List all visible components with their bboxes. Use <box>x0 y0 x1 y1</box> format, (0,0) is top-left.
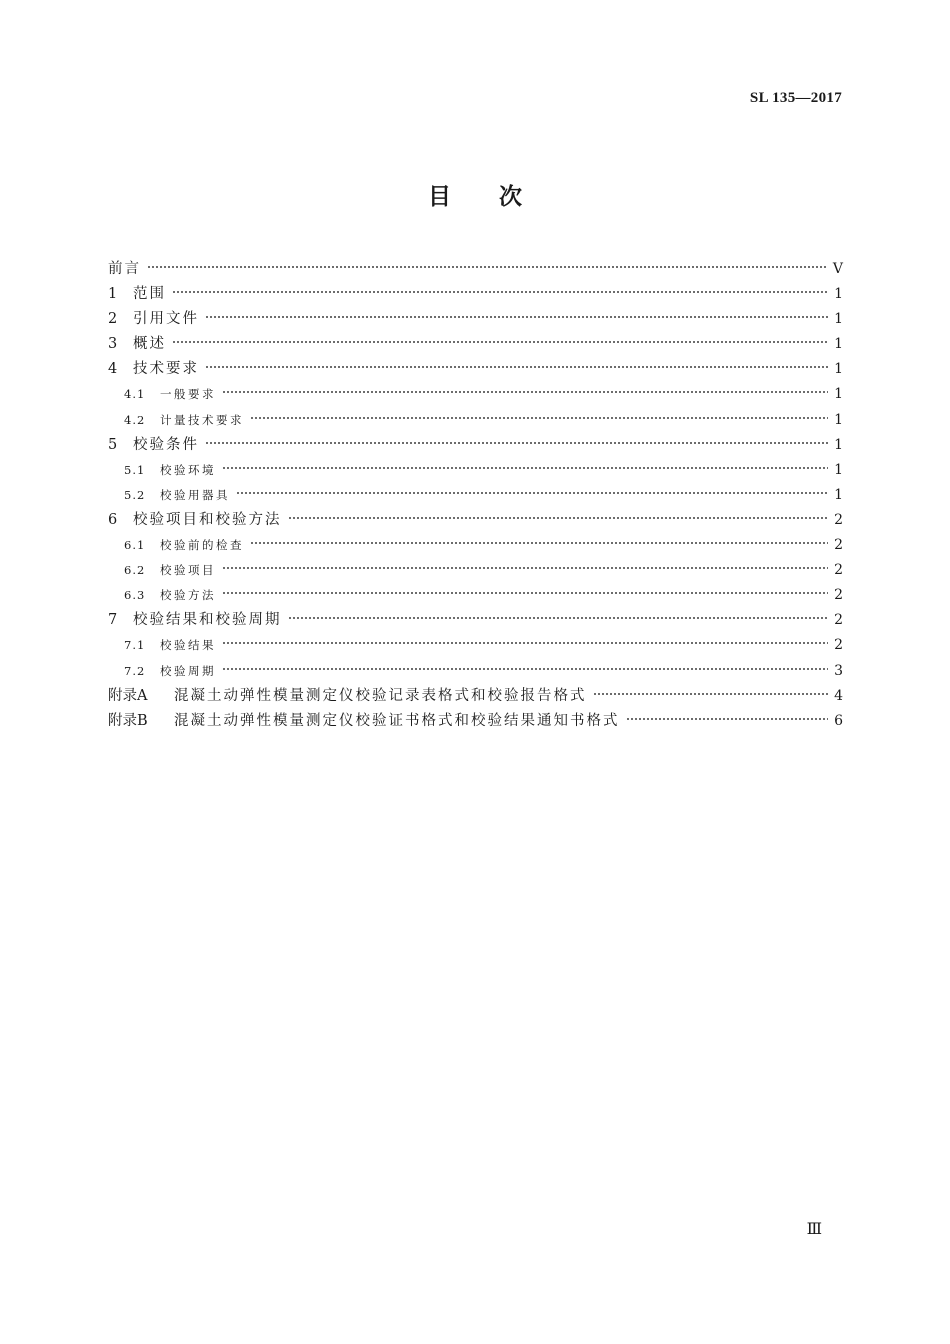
toc-entry-label: 混凝土动弹性模量测定仪校验记录表格式和校验报告格式 <box>174 687 587 704</box>
toc-entry-label: 概述 <box>133 336 166 353</box>
dot-leader <box>222 565 828 571</box>
dot-leader <box>205 440 828 446</box>
toc-entry-label: 校验条件 <box>133 436 199 453</box>
toc-entry-label: 范围 <box>133 286 166 303</box>
toc-entry-number: 4 <box>108 361 118 378</box>
toc-entry-page: 1 <box>834 486 843 503</box>
toc-entry[interactable] <box>108 608 843 633</box>
toc-entry-label: 混凝土动弹性模量测定仪校验证书格式和校验结果通知书格式 <box>174 712 620 729</box>
toc-entry-number: 6.2 <box>124 563 146 578</box>
toc-entry[interactable] <box>108 533 843 558</box>
toc-entry-number: 5.1 <box>124 462 146 477</box>
toc-entry-number: 附录A <box>108 687 148 704</box>
toc-entry-page: V <box>832 261 843 277</box>
toc-entry-number: 5 <box>108 436 118 453</box>
dot-leader <box>172 339 828 345</box>
toc-entry-page: 1 <box>834 336 843 353</box>
toc-entry-number: 3 <box>108 336 118 353</box>
toc-entry-label: 校验项目和校验方法 <box>133 511 282 528</box>
toc-entry-number: 1 <box>108 286 118 303</box>
toc-entry-number: 4.1 <box>124 387 146 402</box>
dot-leader <box>626 716 829 722</box>
toc-entry-page: 6 <box>834 712 843 729</box>
toc-entry-label: 校验前的检查 <box>160 538 244 553</box>
toc-entry[interactable] <box>108 709 843 734</box>
table-of-contents <box>108 257 843 734</box>
toc-entry-number: 6.1 <box>124 538 146 553</box>
toc-entry-number: 7.1 <box>124 638 146 653</box>
toc-entry-number: 4.2 <box>124 412 146 427</box>
dot-leader <box>250 415 828 421</box>
toc-entry-page: 1 <box>834 461 843 478</box>
toc-entry[interactable] <box>108 357 843 382</box>
toc-entry-label: 计量技术要求 <box>160 412 244 427</box>
toc-entry-page: 1 <box>834 286 843 303</box>
toc-entry[interactable] <box>108 433 843 458</box>
toc-entry-label: 校验方法 <box>160 588 216 603</box>
dot-leader <box>288 615 829 621</box>
toc-entry-label: 校验用器具 <box>160 487 230 502</box>
page-number: Ⅲ <box>806 1219 822 1238</box>
toc-entry-number: 2 <box>108 311 118 328</box>
dot-leader <box>288 515 829 521</box>
dot-leader <box>205 314 828 320</box>
toc-entry-page: 2 <box>834 562 843 579</box>
toc-entry[interactable] <box>108 332 843 357</box>
toc-entry-page: 1 <box>834 361 843 378</box>
toc-entry-label: 校验结果 <box>160 638 216 653</box>
dot-leader <box>222 666 828 672</box>
toc-entry-page: 2 <box>834 612 843 629</box>
toc-entry[interactable] <box>108 508 843 533</box>
toc-entry-page: 2 <box>834 511 843 528</box>
dot-leader <box>593 691 829 697</box>
toc-entry-label: 校验结果和校验周期 <box>133 612 282 629</box>
toc-entry-page: 1 <box>834 386 843 403</box>
dot-leader <box>205 364 828 370</box>
toc-entry[interactable] <box>108 408 843 433</box>
toc-entry[interactable] <box>108 558 843 583</box>
toc-entry[interactable] <box>108 684 843 709</box>
page-title: 目次 <box>428 184 570 210</box>
toc-entry-page: 2 <box>834 537 843 554</box>
dot-leader <box>172 289 828 295</box>
toc-entry[interactable] <box>108 659 843 684</box>
toc-entry-number: 附录B <box>108 712 148 729</box>
toc-entry-number: 6.3 <box>124 588 146 603</box>
toc-entry-number: 5.2 <box>124 487 146 502</box>
dot-leader <box>222 465 828 471</box>
toc-entry-page: 4 <box>834 687 843 704</box>
toc-entry[interactable] <box>108 483 843 508</box>
dot-leader <box>147 264 827 270</box>
dot-leader <box>222 640 828 646</box>
dot-leader <box>236 490 828 496</box>
toc-entry[interactable] <box>108 382 843 407</box>
toc-entry-page: 1 <box>834 436 843 453</box>
toc-entry-label: 校验周期 <box>160 663 216 678</box>
toc-entry[interactable] <box>108 257 843 282</box>
toc-entry-number: 7.2 <box>124 663 146 678</box>
toc-entry-page: 1 <box>834 311 843 328</box>
toc-entry-page: 2 <box>834 587 843 604</box>
toc-entry-label: 前言 <box>108 261 141 277</box>
toc-entry[interactable] <box>108 633 843 658</box>
toc-entry-number: 7 <box>108 612 118 629</box>
toc-entry-label: 技术要求 <box>133 361 199 378</box>
toc-entry-number: 6 <box>108 511 118 528</box>
dot-leader <box>222 389 828 395</box>
toc-entry-label: 校验环境 <box>160 462 216 477</box>
dot-leader <box>250 540 828 546</box>
dot-leader <box>222 590 828 596</box>
toc-entry[interactable] <box>108 583 843 608</box>
toc-entry[interactable] <box>108 282 843 307</box>
toc-entry-page: 3 <box>834 662 843 679</box>
toc-entry-page: 2 <box>834 637 843 654</box>
toc-entry-label: 引用文件 <box>133 311 199 328</box>
toc-entry-label: 一般要求 <box>160 387 216 402</box>
toc-entry[interactable] <box>108 458 843 483</box>
standard-code: SL 135—2017 <box>749 90 842 106</box>
toc-entry-label: 校验项目 <box>160 563 216 578</box>
toc-entry-page: 1 <box>834 411 843 428</box>
toc-entry[interactable] <box>108 307 843 332</box>
